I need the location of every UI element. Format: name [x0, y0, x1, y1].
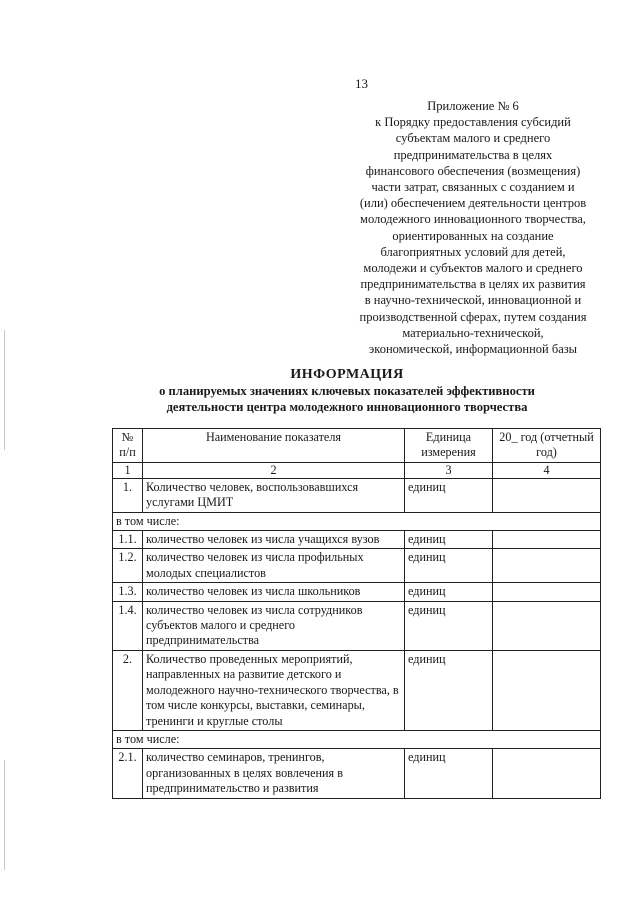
row-name: количество человек из числа школьников	[143, 583, 405, 601]
heading-title: ИНФОРМАЦИЯ	[290, 367, 404, 382]
column-number: 2	[143, 462, 405, 478]
header-name: Наименование показателя	[143, 429, 405, 463]
row-unit: единиц	[405, 531, 493, 549]
appendix-line: финансового обеспечения (возмещения)	[365, 163, 581, 178]
appendix-line: материально-технической,	[402, 325, 544, 340]
appendix-line: (или) обеспечением деятельности центров	[359, 196, 587, 211]
appendix-line: субъектам малого и среднего	[395, 131, 551, 146]
appendix-line: к Порядку предоставления субсидий	[375, 115, 571, 130]
table-row	[113, 478, 601, 512]
row-value	[493, 531, 601, 549]
row-unit: единиц	[405, 650, 493, 730]
row-unit: единиц	[405, 583, 493, 601]
row-unit: единиц	[405, 478, 493, 512]
table-row	[113, 601, 601, 650]
appendix-note	[322, 98, 624, 357]
subheader-text: в том числе:	[113, 730, 601, 748]
row-value	[493, 601, 601, 650]
appendix-line: производственной сферах, путем создания	[359, 309, 587, 324]
appendix-line: в научно-технической, инновационной и	[364, 293, 582, 308]
row-num: 2.	[113, 650, 143, 730]
row-num: 1.3.	[113, 583, 143, 601]
row-value	[493, 650, 601, 730]
row-num: 2.1.	[113, 749, 143, 798]
scan-edge-mark	[4, 760, 5, 870]
column-number: 4	[493, 462, 601, 478]
appendix-line: части затрат, связанных с созданием и	[371, 180, 575, 195]
appendix-line: предпринимательства в целях их развития	[360, 277, 586, 292]
table-row	[113, 650, 601, 730]
row-name: Количество человек, воспользовавшихся услугами ЦМИТ	[143, 478, 405, 512]
column-number-row	[113, 462, 601, 478]
row-name: Количество проведенных мероприятий, направленных на развитие детского и молодежного научно-технического творчества, в том числе конкурсы, выставки, семинары, тренинги и круглые столы	[143, 650, 405, 730]
row-name: количество человек из числа профильных молодых специалистов	[143, 549, 405, 583]
row-value	[493, 583, 601, 601]
row-unit: единиц	[405, 601, 493, 650]
row-value	[493, 549, 601, 583]
subheader-row	[113, 730, 601, 748]
document-heading	[110, 366, 584, 415]
header-unit: Единица измерения	[405, 429, 493, 463]
subheader-text: в том числе:	[113, 512, 601, 530]
row-name: количество семинаров, тренингов, организованных в целях вовлечения в предпринимательство и развития	[143, 749, 405, 798]
row-value	[493, 749, 601, 798]
header-num: № п/п	[113, 429, 143, 463]
appendix-line: ориентированных на создание	[392, 228, 554, 243]
row-name: количество человек из числа сотрудников субъектов малого и среднего предпринимательства	[143, 601, 405, 650]
table-header-row	[113, 429, 601, 463]
table-row	[113, 749, 601, 798]
heading-subtitle-line2: деятельности центра молодежного инновационного творчества	[166, 400, 528, 414]
column-number: 3	[405, 462, 493, 478]
indicators-table	[112, 428, 601, 799]
table-row	[113, 549, 601, 583]
appendix-line: благоприятных условий для детей,	[380, 244, 566, 259]
subheader-row	[113, 512, 601, 530]
appendix-line: молодежи и субъектов малого и среднего	[363, 261, 583, 276]
column-number: 1	[113, 462, 143, 478]
row-unit: единиц	[405, 549, 493, 583]
table-row	[113, 531, 601, 549]
appendix-line: экономической, информационной базы	[368, 342, 578, 357]
table-row	[113, 583, 601, 601]
appendix-line: предпринимательства в целях	[393, 147, 553, 162]
row-num: 1.4.	[113, 601, 143, 650]
row-unit: единиц	[405, 749, 493, 798]
appendix-line: Приложение № 6	[427, 99, 519, 113]
row-name: количество человек из числа учащихся вузов	[143, 531, 405, 549]
header-year: 20_ год (отчетный год)	[493, 429, 601, 463]
row-num: 1.1.	[113, 531, 143, 549]
scan-edge-mark	[4, 330, 5, 450]
appendix-line: молодежного инновационного творчества,	[360, 212, 586, 227]
row-value	[493, 478, 601, 512]
heading-subtitle-line1: о планируемых значениях ключевых показателей эффективности	[159, 384, 535, 398]
row-num: 1.2.	[113, 549, 143, 583]
row-num: 1.	[113, 478, 143, 512]
page-number: 13	[355, 76, 368, 91]
